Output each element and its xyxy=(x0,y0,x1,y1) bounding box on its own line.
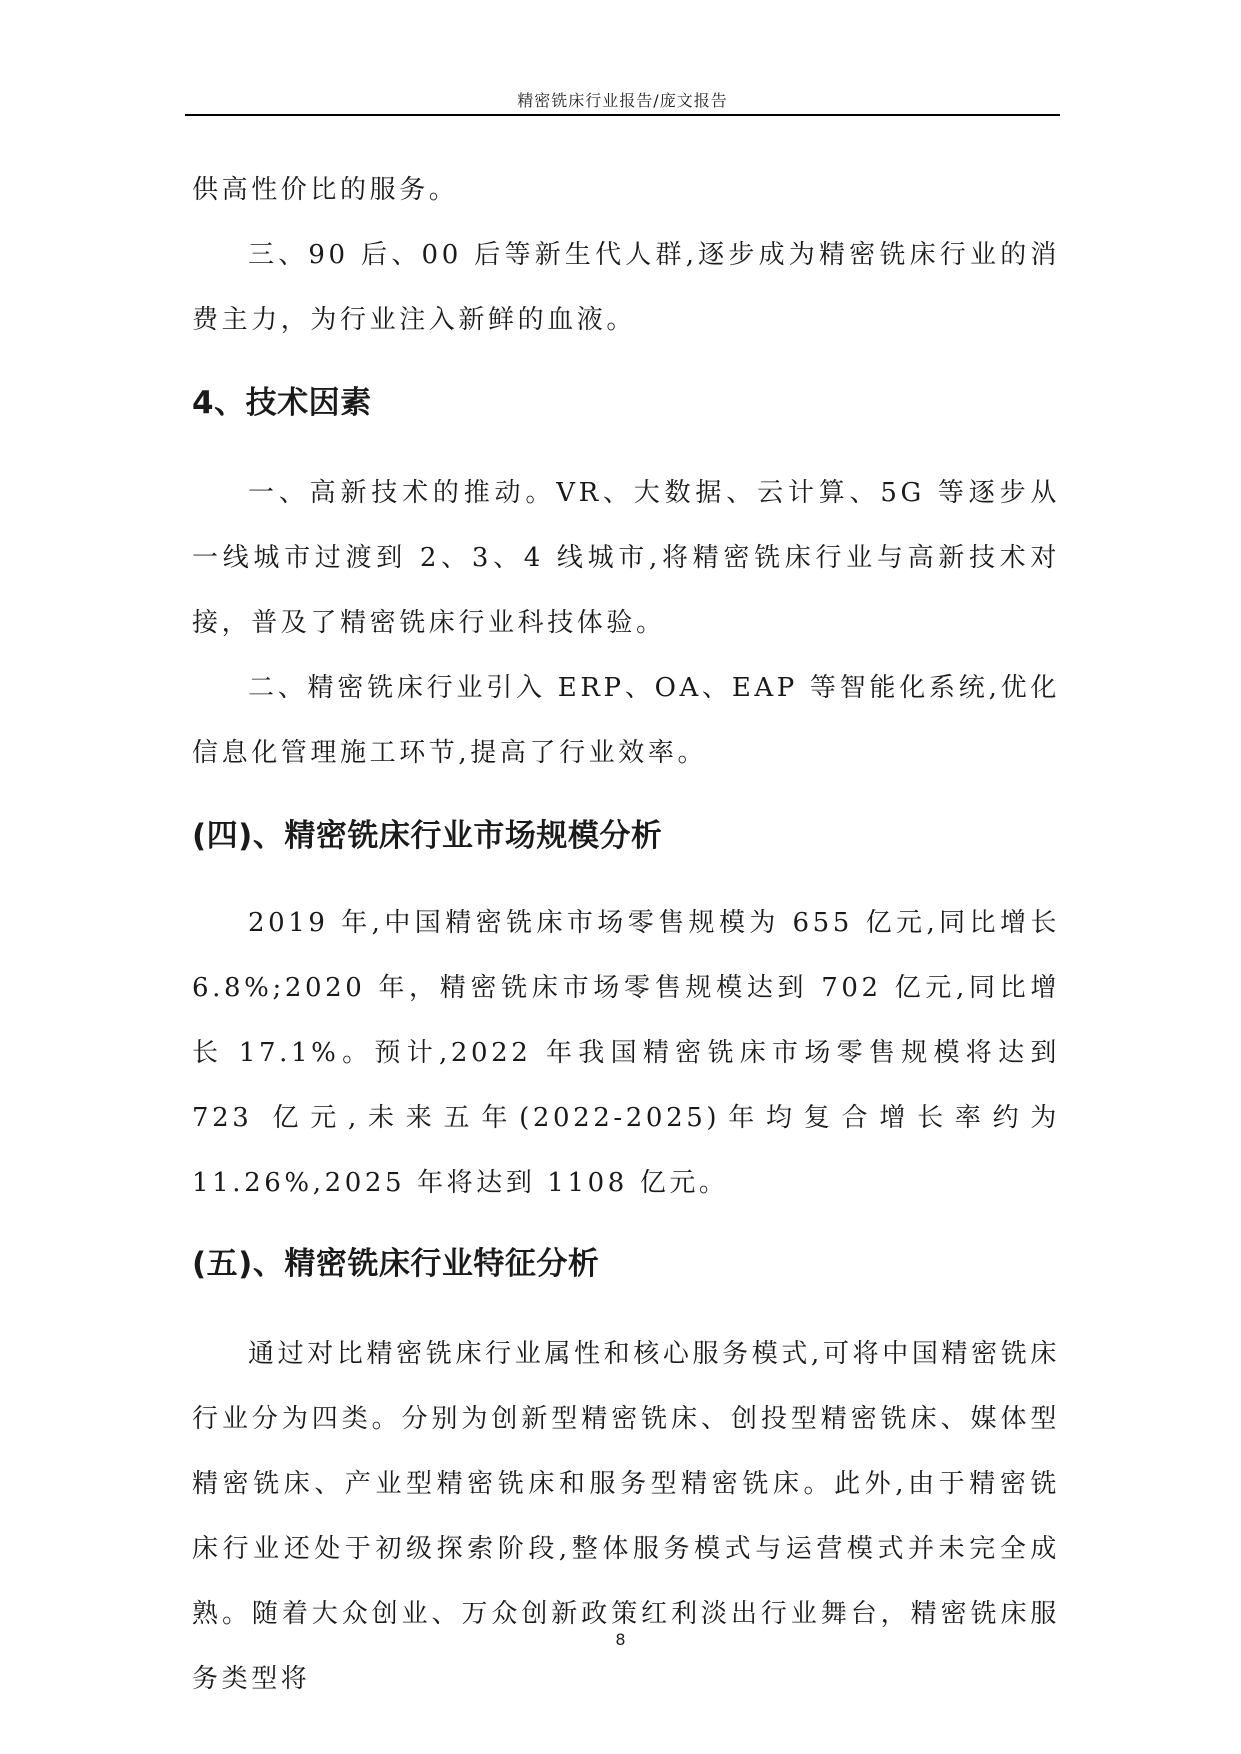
section-heading: 4、技术因素 xyxy=(192,385,372,421)
paragraph: 2019 年,中国精密铣床市场零售规模为 655 亿元,同比增长 6.8%;2020 年，精密铣床市场零售规模达到 702 亿元,同比增长 17.1%。预计,2022 年我国精密铣床市场零售规模将达到 723 亿元,未来五年(2022-2025)年均复合增长率约为 11.26%,2025 年将达到 1108 亿元。 xyxy=(192,908,1060,1198)
section-heading: (四)、精密铣床行业市场规模分析 xyxy=(192,818,663,854)
running-header: 精密铣床行业报告/庞文报告 xyxy=(517,91,728,110)
document-body xyxy=(192,158,1060,1712)
header-rule xyxy=(185,114,1060,116)
paragraph: 三、90 后、00 后等新生代人群,逐步成为精密铣床行业的消费主力，为行业注入新鲜的血液。 xyxy=(192,240,1060,335)
page-number: 8 xyxy=(615,1630,626,1649)
paragraph: 供高性价比的服务。 xyxy=(192,175,459,205)
section-heading: (五)、精密铣床行业特征分析 xyxy=(192,1246,600,1282)
paragraph: 通过对比精密铣床行业属性和核心服务模式,可将中国精密铣床行业分为四类。分别为创新型精密铣床、创投型精密铣床、媒体型精密铣床、产业型精密铣床和服务型精密铣床。此外,由于精密铣床行业还处于初级探索阶段,整体服务模式与运营模式并未完全成熟。随着大众创业、万众创新政策红利淡出行业舞台，精密铣床服务类型将 xyxy=(192,1339,1060,1694)
paragraph: 一、高新技术的推动。VR、大数据、云计算、5G 等逐步从一线城市过渡到 2、3、4 线城市,将精密铣床行业与高新技术对接，普及了精密铣床行业科技体验。 xyxy=(192,478,1060,638)
paragraph: 二、精密铣床行业引入 ERP、OA、EAP 等智能化系统,优化信息化管理施工环节,提高了行业效率。 xyxy=(192,673,1060,768)
